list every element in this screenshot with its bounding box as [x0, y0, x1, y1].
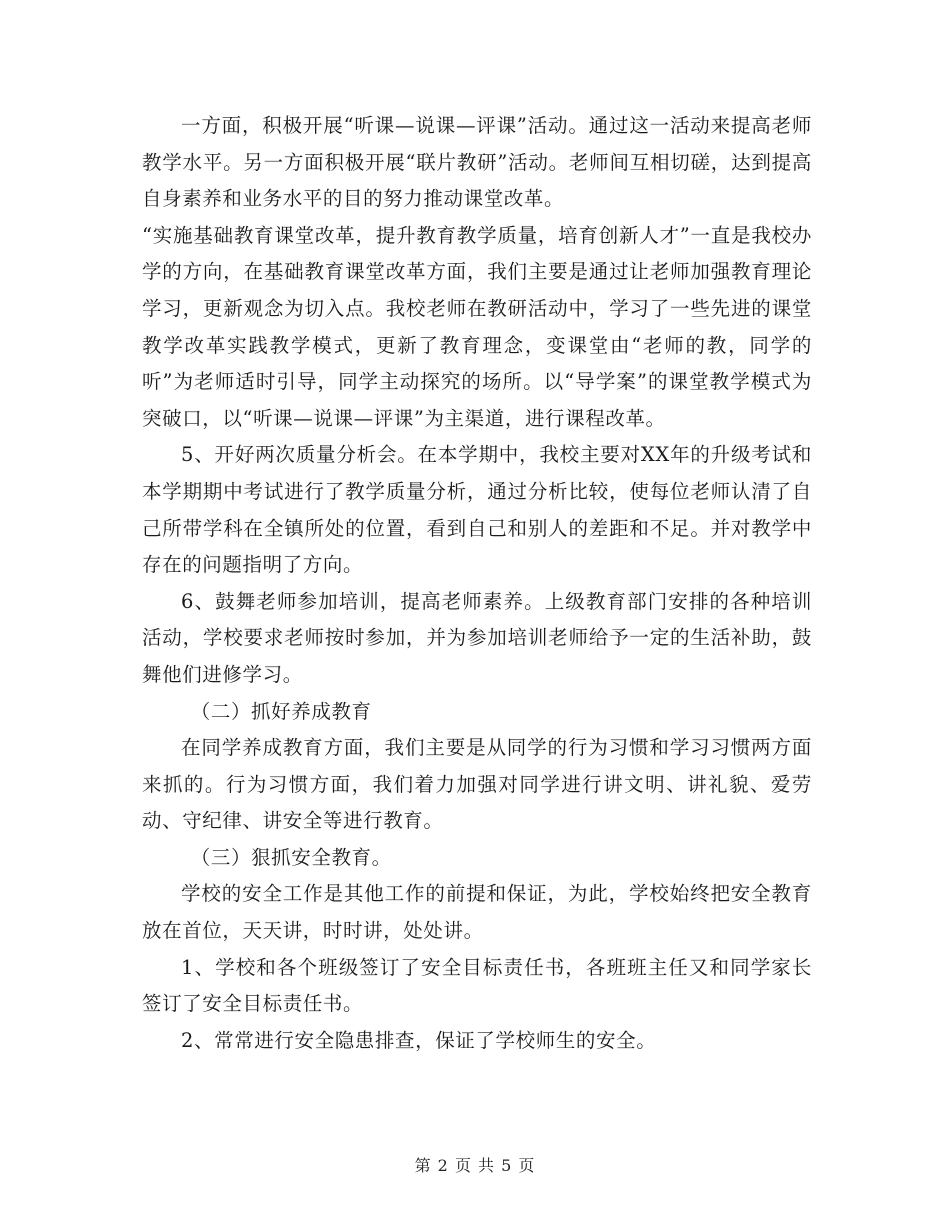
paragraph: 在同学养成教育方面，我们主要是从同学的行为习惯和学习习惯两方面来抓的。行为习惯方面，我们着力加强对同学进行讲文明、讲礼貌、爱劳动、守纪律、讲安全等进行教育。 [142, 736, 812, 833]
paragraph: “实施基础教育课堂改革，提升教育教学质量，培育创新人才”一直是我校办学的方向，在基础教育课堂改革方面，我们主要是通过让老师加强教育理论学习，更新观念为切入点。我校老师在教研活动中，学习了一些先进的课堂教学改革实践教学模式，更新了教育理念，变课堂由“老师的教，同学的听”为老师适时引导，同学主动探究的场所。以“导学案”的课堂教学模式为突破口，以“听课—说课—评课”为主渠道，进行课程改革。 [142, 223, 812, 430]
paragraph: 5、开好两次质量分析会。在本学期中，我校主要对XX年的升级考试和本学期期中考试进行了教学质量分析，通过分析比较，使每位老师认清了自己所带学科在全镇所处的位置，看到自己和别人的差距和不足。并对教学中存在的问题指明了方向。 [142, 443, 812, 577]
paragraph: 1、学校和各个班级签订了安全目标责任书，各班班主任又和同学家长签订了安全目标责任书。 [142, 955, 812, 1016]
document-body [142, 108, 812, 1059]
page-footer: 第 2 页 共 5 页 [414, 1156, 536, 1175]
paragraph: 一方面，积极开展“听课—说课—评课”活动。通过这一活动来提高老师教学水平。另一方面积极开展“联片教研”活动。老师间互相切磋，达到提高自身素养和业务水平的目的努力推动课堂改革。 [142, 114, 812, 211]
paragraph: 2、常常进行安全隐患排查，保证了学校师生的安全。 [181, 1028, 657, 1052]
section-heading: （二）抓好养成教育 [190, 699, 372, 723]
section-heading: （三）狠抓安全教育。 [190, 845, 392, 869]
paragraph: 学校的安全工作是其他工作的前提和保证，为此，学校始终把安全教育放在首位，天天讲，时时讲，处处讲。 [142, 882, 812, 943]
paragraph: 6、鼓舞老师参加培训，提高老师素养。上级教育部门安排的各种培训活动，学校要求老师按时参加，并为参加培训老师给予一定的生活补助，鼓舞他们进修学习。 [142, 589, 812, 686]
